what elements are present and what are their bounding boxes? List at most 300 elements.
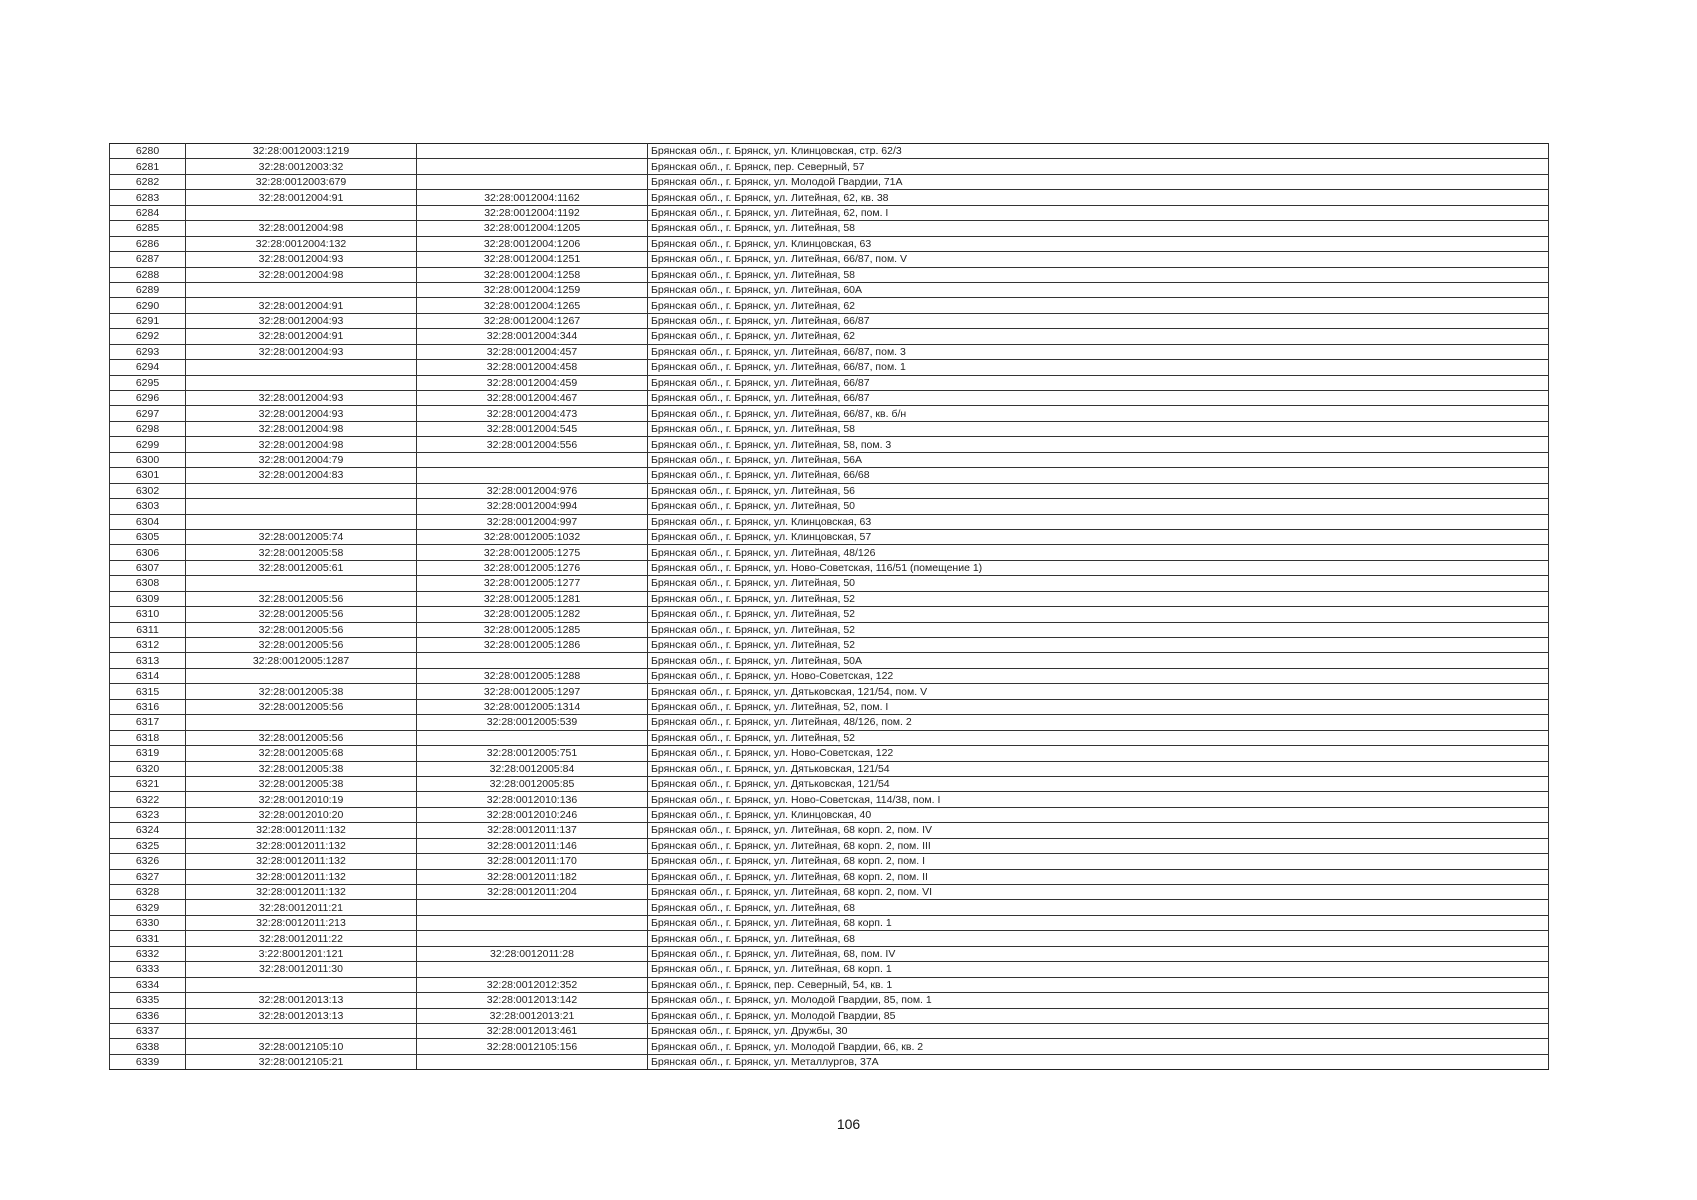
row-number-cell: 6296 bbox=[110, 391, 186, 406]
address-cell: Брянская обл., г. Брянск, ул. Литейная, 58, пом. 3 bbox=[648, 437, 1549, 452]
land-cadastral-number-cell bbox=[186, 375, 417, 390]
land-cadastral-number-cell: 32:28:0012004:91 bbox=[186, 298, 417, 313]
row-number-cell: 6287 bbox=[110, 252, 186, 267]
object-cadastral-number-cell: 32:28:0012004:1258 bbox=[417, 267, 648, 282]
address-cell: Брянская обл., г. Брянск, ул. Литейная, 52 bbox=[648, 730, 1549, 745]
row-number-cell: 6280 bbox=[110, 144, 186, 159]
land-cadastral-number-cell: 32:28:0012003:32 bbox=[186, 159, 417, 174]
object-cadastral-number-cell: 32:28:0012005:85 bbox=[417, 776, 648, 791]
table-row bbox=[110, 144, 1549, 159]
land-cadastral-number-cell bbox=[186, 977, 417, 992]
address-cell: Брянская обл., г. Брянск, ул. Литейная, 68 корп. 2, пом. VI bbox=[648, 885, 1549, 900]
object-cadastral-number-cell: 32:28:0012005:1314 bbox=[417, 699, 648, 714]
land-cadastral-number-cell: 32:28:0012011:132 bbox=[186, 823, 417, 838]
object-cadastral-number-cell: 32:28:0012004:976 bbox=[417, 483, 648, 498]
row-number-cell: 6314 bbox=[110, 668, 186, 683]
page-number: 106 bbox=[836, 1116, 861, 1132]
object-cadastral-number-cell: 32:28:0012011:204 bbox=[417, 885, 648, 900]
row-number-cell: 6336 bbox=[110, 1008, 186, 1023]
object-cadastral-number-cell bbox=[417, 900, 648, 915]
table-row bbox=[110, 653, 1549, 668]
address-cell: Брянская обл., г. Брянск, ул. Литейная, 62, пом. I bbox=[648, 205, 1549, 220]
address-cell: Брянская обл., г. Брянск, ул. Литейная, 48/126, пом. 2 bbox=[648, 715, 1549, 730]
address-cell: Брянская обл., г. Брянск, ул. Литейная, 62 bbox=[648, 329, 1549, 344]
row-number-cell: 6309 bbox=[110, 591, 186, 606]
object-cadastral-number-cell: 32:28:0012004:1265 bbox=[417, 298, 648, 313]
row-number-cell: 6308 bbox=[110, 576, 186, 591]
object-cadastral-number-cell bbox=[417, 468, 648, 483]
row-number-cell: 6338 bbox=[110, 1039, 186, 1054]
table-row bbox=[110, 776, 1549, 791]
land-cadastral-number-cell: 32:28:0012004:93 bbox=[186, 344, 417, 359]
table-row bbox=[110, 1008, 1549, 1023]
object-cadastral-number-cell: 32:28:0012012:352 bbox=[417, 977, 648, 992]
object-cadastral-number-cell: 32:28:0012005:84 bbox=[417, 761, 648, 776]
address-cell: Брянская обл., г. Брянск, ул. Ново-Советская, 122 bbox=[648, 668, 1549, 683]
address-cell: Брянская обл., г. Брянск, ул. Клинцовская, 40 bbox=[648, 807, 1549, 822]
object-cadastral-number-cell: 32:28:0012005:1297 bbox=[417, 684, 648, 699]
land-cadastral-number-cell: 32:28:0012005:68 bbox=[186, 746, 417, 761]
address-cell: Брянская обл., г. Брянск, ул. Литейная, 66/87, кв. б/н bbox=[648, 406, 1549, 421]
table-row bbox=[110, 622, 1549, 637]
table-row bbox=[110, 529, 1549, 544]
address-cell: Брянская обл., г. Брянск, ул. Литейная, 62, кв. 38 bbox=[648, 190, 1549, 205]
land-cadastral-number-cell: 32:28:0012005:56 bbox=[186, 730, 417, 745]
address-cell: Брянская обл., г. Брянск, ул. Литейная, 66/87 bbox=[648, 313, 1549, 328]
table-row bbox=[110, 591, 1549, 606]
land-cadastral-number-cell: 32:28:0012004:83 bbox=[186, 468, 417, 483]
row-number-cell: 6332 bbox=[110, 946, 186, 961]
land-cadastral-number-cell: 32:28:0012005:56 bbox=[186, 591, 417, 606]
row-number-cell: 6297 bbox=[110, 406, 186, 421]
land-cadastral-number-cell bbox=[186, 483, 417, 498]
row-number-cell: 6294 bbox=[110, 360, 186, 375]
table-row bbox=[110, 190, 1549, 205]
object-cadastral-number-cell: 32:28:0012004:1206 bbox=[417, 236, 648, 251]
table-row bbox=[110, 282, 1549, 297]
row-number-cell: 6315 bbox=[110, 684, 186, 699]
row-number-cell: 6319 bbox=[110, 746, 186, 761]
object-cadastral-number-cell: 32:28:0012004:458 bbox=[417, 360, 648, 375]
table-row bbox=[110, 499, 1549, 514]
address-cell: Брянская обл., г. Брянск, ул. Литейная, 66/87 bbox=[648, 375, 1549, 390]
row-number-cell: 6282 bbox=[110, 174, 186, 189]
address-cell: Брянская обл., г. Брянск, ул. Литейная, 66/87, пом. V bbox=[648, 252, 1549, 267]
object-cadastral-number-cell: 32:28:0012011:28 bbox=[417, 946, 648, 961]
object-cadastral-number-cell bbox=[417, 915, 648, 930]
land-cadastral-number-cell: 32:28:0012004:79 bbox=[186, 452, 417, 467]
address-cell: Брянская обл., г. Брянск, ул. Литейная, 52 bbox=[648, 622, 1549, 637]
table-row bbox=[110, 236, 1549, 251]
address-cell: Брянская обл., г. Брянск, ул. Литейная, 50 bbox=[648, 499, 1549, 514]
table-row bbox=[110, 638, 1549, 653]
row-number-cell: 6295 bbox=[110, 375, 186, 390]
land-cadastral-number-cell: 32:28:0012005:58 bbox=[186, 545, 417, 560]
address-cell: Брянская обл., г. Брянск, ул. Литейная, 66/87, пом. 1 bbox=[648, 360, 1549, 375]
object-cadastral-number-cell bbox=[417, 144, 648, 159]
table-row bbox=[110, 977, 1549, 992]
object-cadastral-number-cell: 32:28:0012005:751 bbox=[417, 746, 648, 761]
table-row bbox=[110, 993, 1549, 1008]
row-number-cell: 6316 bbox=[110, 699, 186, 714]
address-cell: Брянская обл., г. Брянск, ул. Дятьковская, 121/54, пом. V bbox=[648, 684, 1549, 699]
object-cadastral-number-cell: 32:28:0012011:170 bbox=[417, 854, 648, 869]
table-row bbox=[110, 483, 1549, 498]
address-cell: Брянская обл., г. Брянск, ул. Литейная, 68 bbox=[648, 900, 1549, 915]
table-row bbox=[110, 684, 1549, 699]
row-number-cell: 6311 bbox=[110, 622, 186, 637]
land-cadastral-number-cell bbox=[186, 360, 417, 375]
row-number-cell: 6320 bbox=[110, 761, 186, 776]
land-cadastral-number-cell: 3:22:8001201:121 bbox=[186, 946, 417, 961]
object-cadastral-number-cell: 32:28:0012010:246 bbox=[417, 807, 648, 822]
address-cell: Брянская обл., г. Брянск, ул. Дружбы, 30 bbox=[648, 1023, 1549, 1038]
table-row bbox=[110, 900, 1549, 915]
object-cadastral-number-cell: 32:28:0012004:1267 bbox=[417, 313, 648, 328]
address-cell: Брянская обл., г. Брянск, пер. Северный, 54, кв. 1 bbox=[648, 977, 1549, 992]
row-number-cell: 6337 bbox=[110, 1023, 186, 1038]
object-cadastral-number-cell: 32:28:0012004:556 bbox=[417, 437, 648, 452]
land-cadastral-number-cell: 32:28:0012010:19 bbox=[186, 792, 417, 807]
table-row bbox=[110, 854, 1549, 869]
table-row bbox=[110, 1039, 1549, 1054]
object-cadastral-number-cell: 32:28:0012005:1277 bbox=[417, 576, 648, 591]
row-number-cell: 6305 bbox=[110, 529, 186, 544]
table-row bbox=[110, 344, 1549, 359]
land-cadastral-number-cell: 32:28:0012004:98 bbox=[186, 421, 417, 436]
table-row bbox=[110, 946, 1549, 961]
address-cell: Брянская обл., г. Брянск, ул. Литейная, 56А bbox=[648, 452, 1549, 467]
row-number-cell: 6307 bbox=[110, 560, 186, 575]
land-cadastral-number-cell: 32:28:0012011:132 bbox=[186, 854, 417, 869]
table-row bbox=[110, 560, 1549, 575]
object-cadastral-number-cell: 32:28:0012005:539 bbox=[417, 715, 648, 730]
table-row bbox=[110, 421, 1549, 436]
row-number-cell: 6313 bbox=[110, 653, 186, 668]
land-cadastral-number-cell: 32:28:0012004:91 bbox=[186, 190, 417, 205]
object-cadastral-number-cell: 32:28:0012105:156 bbox=[417, 1039, 648, 1054]
object-cadastral-number-cell: 32:28:0012004:545 bbox=[417, 421, 648, 436]
row-number-cell: 6306 bbox=[110, 545, 186, 560]
address-cell: Брянская обл., г. Брянск, ул. Литейная, 58 bbox=[648, 221, 1549, 236]
land-cadastral-number-cell bbox=[186, 282, 417, 297]
address-cell: Брянская обл., г. Брянск, ул. Литейная, 56 bbox=[648, 483, 1549, 498]
object-cadastral-number-cell: 32:28:0012004:473 bbox=[417, 406, 648, 421]
table-row bbox=[110, 807, 1549, 822]
table-row bbox=[110, 761, 1549, 776]
row-number-cell: 6324 bbox=[110, 823, 186, 838]
land-cadastral-number-cell: 32:28:0012005:61 bbox=[186, 560, 417, 575]
land-cadastral-number-cell: 32:28:0012004:93 bbox=[186, 391, 417, 406]
table-row bbox=[110, 668, 1549, 683]
row-number-cell: 6318 bbox=[110, 730, 186, 745]
land-cadastral-number-cell: 32:28:0012011:132 bbox=[186, 885, 417, 900]
object-cadastral-number-cell: 32:28:0012005:1286 bbox=[417, 638, 648, 653]
table-row bbox=[110, 962, 1549, 977]
address-cell: Брянская обл., г. Брянск, ул. Литейная, 60А bbox=[648, 282, 1549, 297]
address-cell: Брянская обл., г. Брянск, ул. Литейная, 68 корп. 1 bbox=[648, 915, 1549, 930]
object-cadastral-number-cell bbox=[417, 1054, 648, 1069]
address-cell: Брянская обл., г. Брянск, ул. Клинцовская, 63 bbox=[648, 236, 1549, 251]
address-cell: Брянская обл., г. Брянск, ул. Литейная, 68 корп. 2, пом. II bbox=[648, 869, 1549, 884]
table-row bbox=[110, 607, 1549, 622]
row-number-cell: 6330 bbox=[110, 915, 186, 930]
object-cadastral-number-cell: 32:28:0012010:136 bbox=[417, 792, 648, 807]
address-cell: Брянская обл., г. Брянск, ул. Дятьковская, 121/54 bbox=[648, 776, 1549, 791]
land-cadastral-number-cell: 32:28:0012005:74 bbox=[186, 529, 417, 544]
object-cadastral-number-cell bbox=[417, 962, 648, 977]
table-row bbox=[110, 885, 1549, 900]
row-number-cell: 6298 bbox=[110, 421, 186, 436]
object-cadastral-number-cell bbox=[417, 452, 648, 467]
address-cell: Брянская обл., г. Брянск, ул. Литейная, 58 bbox=[648, 421, 1549, 436]
row-number-cell: 6323 bbox=[110, 807, 186, 822]
row-number-cell: 6302 bbox=[110, 483, 186, 498]
object-cadastral-number-cell bbox=[417, 730, 648, 745]
land-cadastral-number-cell: 32:28:0012004:98 bbox=[186, 267, 417, 282]
land-cadastral-number-cell: 32:28:0012105:21 bbox=[186, 1054, 417, 1069]
land-cadastral-number-cell bbox=[186, 205, 417, 220]
land-cadastral-number-cell: 32:28:0012005:56 bbox=[186, 607, 417, 622]
object-cadastral-number-cell: 32:28:0012004:1259 bbox=[417, 282, 648, 297]
row-number-cell: 6327 bbox=[110, 869, 186, 884]
row-number-cell: 6303 bbox=[110, 499, 186, 514]
row-number-cell: 6283 bbox=[110, 190, 186, 205]
row-number-cell: 6312 bbox=[110, 638, 186, 653]
row-number-cell: 6284 bbox=[110, 205, 186, 220]
table-row bbox=[110, 715, 1549, 730]
register-table-body bbox=[110, 144, 1549, 1070]
address-cell: Брянская обл., г. Брянск, ул. Литейная, 52 bbox=[648, 607, 1549, 622]
address-cell: Брянская обл., г. Брянск, ул. Клинцовская, стр. 62/3 bbox=[648, 144, 1549, 159]
table-row bbox=[110, 746, 1549, 761]
row-number-cell: 6329 bbox=[110, 900, 186, 915]
land-cadastral-number-cell: 32:28:0012010:20 bbox=[186, 807, 417, 822]
object-cadastral-number-cell: 32:28:0012005:1282 bbox=[417, 607, 648, 622]
table-row bbox=[110, 699, 1549, 714]
address-cell: Брянская обл., г. Брянск, пер. Северный, 57 bbox=[648, 159, 1549, 174]
object-cadastral-number-cell: 32:28:0012004:1162 bbox=[417, 190, 648, 205]
row-number-cell: 6291 bbox=[110, 313, 186, 328]
row-number-cell: 6293 bbox=[110, 344, 186, 359]
address-cell: Брянская обл., г. Брянск, ул. Молодой Гвардии, 85 bbox=[648, 1008, 1549, 1023]
row-number-cell: 6290 bbox=[110, 298, 186, 313]
row-number-cell: 6310 bbox=[110, 607, 186, 622]
object-cadastral-number-cell: 32:28:0012004:994 bbox=[417, 499, 648, 514]
address-cell: Брянская обл., г. Брянск, ул. Клинцовская, 57 bbox=[648, 529, 1549, 544]
object-cadastral-number-cell: 32:28:0012005:1276 bbox=[417, 560, 648, 575]
table-row bbox=[110, 931, 1549, 946]
table-row bbox=[110, 174, 1549, 189]
row-number-cell: 6285 bbox=[110, 221, 186, 236]
table-row bbox=[110, 514, 1549, 529]
address-cell: Брянская обл., г. Брянск, ул. Литейная, 52 bbox=[648, 638, 1549, 653]
row-number-cell: 6292 bbox=[110, 329, 186, 344]
row-number-cell: 6335 bbox=[110, 993, 186, 1008]
address-cell: Брянская обл., г. Брянск, ул. Литейная, 68 корп. 1 bbox=[648, 962, 1549, 977]
address-cell: Брянская обл., г. Брянск, ул. Литейная, 68 корп. 2, пом. I bbox=[648, 854, 1549, 869]
table-row bbox=[110, 869, 1549, 884]
land-cadastral-number-cell: 32:28:0012011:22 bbox=[186, 931, 417, 946]
table-row bbox=[110, 576, 1549, 591]
land-cadastral-number-cell: 32:28:0012003:1219 bbox=[186, 144, 417, 159]
object-cadastral-number-cell: 32:28:0012004:997 bbox=[417, 514, 648, 529]
address-cell: Брянская обл., г. Брянск, ул. Клинцовская, 63 bbox=[648, 514, 1549, 529]
land-cadastral-number-cell bbox=[186, 514, 417, 529]
table-row bbox=[110, 391, 1549, 406]
table-row bbox=[110, 221, 1549, 236]
row-number-cell: 6326 bbox=[110, 854, 186, 869]
land-cadastral-number-cell: 32:28:0012011:132 bbox=[186, 869, 417, 884]
object-cadastral-number-cell: 32:28:0012004:457 bbox=[417, 344, 648, 359]
address-cell: Брянская обл., г. Брянск, ул. Литейная, 52 bbox=[648, 591, 1549, 606]
address-cell: Брянская обл., г. Брянск, ул. Молодой Гвардии, 66, кв. 2 bbox=[648, 1039, 1549, 1054]
table-row bbox=[110, 792, 1549, 807]
row-number-cell: 6339 bbox=[110, 1054, 186, 1069]
object-cadastral-number-cell: 32:28:0012005:1288 bbox=[417, 668, 648, 683]
row-number-cell: 6299 bbox=[110, 437, 186, 452]
row-number-cell: 6300 bbox=[110, 452, 186, 467]
land-cadastral-number-cell: 32:28:0012013:13 bbox=[186, 1008, 417, 1023]
land-cadastral-number-cell: 32:28:0012005:1287 bbox=[186, 653, 417, 668]
object-cadastral-number-cell bbox=[417, 174, 648, 189]
land-cadastral-number-cell: 32:28:0012011:21 bbox=[186, 900, 417, 915]
address-cell: Брянская обл., г. Брянск, ул. Литейная, 68 корп. 2, пом. III bbox=[648, 838, 1549, 853]
object-cadastral-number-cell: 32:28:0012013:21 bbox=[417, 1008, 648, 1023]
address-cell: Брянская обл., г. Брянск, ул. Литейная, 66/68 bbox=[648, 468, 1549, 483]
table-row bbox=[110, 159, 1549, 174]
land-cadastral-number-cell: 32:28:0012011:132 bbox=[186, 838, 417, 853]
address-cell: Брянская обл., г. Брянск, ул. Литейная, 50А bbox=[648, 653, 1549, 668]
object-cadastral-number-cell: 32:28:0012011:182 bbox=[417, 869, 648, 884]
address-cell: Брянская обл., г. Брянск, ул. Литейная, 68 корп. 2, пом. IV bbox=[648, 823, 1549, 838]
land-cadastral-number-cell: 32:28:0012011:213 bbox=[186, 915, 417, 930]
land-cadastral-number-cell: 32:28:0012003:679 bbox=[186, 174, 417, 189]
object-cadastral-number-cell: 32:28:0012004:344 bbox=[417, 329, 648, 344]
table-row bbox=[110, 730, 1549, 745]
register-table bbox=[109, 143, 1549, 1070]
object-cadastral-number-cell: 32:28:0012004:1192 bbox=[417, 205, 648, 220]
land-cadastral-number-cell: 32:28:0012005:38 bbox=[186, 776, 417, 791]
object-cadastral-number-cell: 32:28:0012005:1281 bbox=[417, 591, 648, 606]
address-cell: Брянская обл., г. Брянск, ул. Литейная, 66/87, пом. 3 bbox=[648, 344, 1549, 359]
table-row bbox=[110, 838, 1549, 853]
object-cadastral-number-cell: 32:28:0012004:1205 bbox=[417, 221, 648, 236]
table-row bbox=[110, 252, 1549, 267]
object-cadastral-number-cell: 32:28:0012004:467 bbox=[417, 391, 648, 406]
object-cadastral-number-cell: 32:28:0012011:137 bbox=[417, 823, 648, 838]
land-cadastral-number-cell: 32:28:0012005:56 bbox=[186, 638, 417, 653]
table-row bbox=[110, 329, 1549, 344]
row-number-cell: 6281 bbox=[110, 159, 186, 174]
table-row bbox=[110, 375, 1549, 390]
land-cadastral-number-cell: 32:28:0012004:93 bbox=[186, 252, 417, 267]
address-cell: Брянская обл., г. Брянск, ул. Литейная, 62 bbox=[648, 298, 1549, 313]
land-cadastral-number-cell: 32:28:0012004:132 bbox=[186, 236, 417, 251]
row-number-cell: 6304 bbox=[110, 514, 186, 529]
land-cadastral-number-cell: 32:28:0012004:91 bbox=[186, 329, 417, 344]
address-cell: Брянская обл., г. Брянск, ул. Литейная, 50 bbox=[648, 576, 1549, 591]
row-number-cell: 6322 bbox=[110, 792, 186, 807]
table-row bbox=[110, 1023, 1549, 1038]
land-cadastral-number-cell: 32:28:0012005:56 bbox=[186, 699, 417, 714]
address-cell: Брянская обл., г. Брянск, ул. Литейная, 66/87 bbox=[648, 391, 1549, 406]
table-row bbox=[110, 313, 1549, 328]
object-cadastral-number-cell: 32:28:0012004:1251 bbox=[417, 252, 648, 267]
table-row bbox=[110, 406, 1549, 421]
row-number-cell: 6328 bbox=[110, 885, 186, 900]
land-cadastral-number-cell: 32:28:0012005:56 bbox=[186, 622, 417, 637]
address-cell: Брянская обл., г. Брянск, ул. Литейная, 58 bbox=[648, 267, 1549, 282]
land-cadastral-number-cell bbox=[186, 1023, 417, 1038]
row-number-cell: 6321 bbox=[110, 776, 186, 791]
table-row bbox=[110, 205, 1549, 220]
land-cadastral-number-cell: 32:28:0012004:98 bbox=[186, 437, 417, 452]
object-cadastral-number-cell bbox=[417, 653, 648, 668]
address-cell: Брянская обл., г. Брянск, ул. Литейная, 68 bbox=[648, 931, 1549, 946]
object-cadastral-number-cell: 32:28:0012013:461 bbox=[417, 1023, 648, 1038]
row-number-cell: 6317 bbox=[110, 715, 186, 730]
address-cell: Брянская обл., г. Брянск, ул. Литейная, 48/126 bbox=[648, 545, 1549, 560]
land-cadastral-number-cell: 32:28:0012005:38 bbox=[186, 761, 417, 776]
row-number-cell: 6325 bbox=[110, 838, 186, 853]
table-row bbox=[110, 1054, 1549, 1069]
land-cadastral-number-cell bbox=[186, 576, 417, 591]
land-cadastral-number-cell bbox=[186, 668, 417, 683]
object-cadastral-number-cell: 32:28:0012011:146 bbox=[417, 838, 648, 853]
table-row bbox=[110, 267, 1549, 282]
land-cadastral-number-cell: 32:28:0012105:10 bbox=[186, 1039, 417, 1054]
object-cadastral-number-cell: 32:28:0012005:1275 bbox=[417, 545, 648, 560]
address-cell: Брянская обл., г. Брянск, ул. Литейная, 52, пом. I bbox=[648, 699, 1549, 714]
row-number-cell: 6288 bbox=[110, 267, 186, 282]
object-cadastral-number-cell bbox=[417, 159, 648, 174]
object-cadastral-number-cell: 32:28:0012013:142 bbox=[417, 993, 648, 1008]
land-cadastral-number-cell: 32:28:0012013:13 bbox=[186, 993, 417, 1008]
land-cadastral-number-cell: 32:28:0012011:30 bbox=[186, 962, 417, 977]
row-number-cell: 6301 bbox=[110, 468, 186, 483]
object-cadastral-number-cell bbox=[417, 931, 648, 946]
row-number-cell: 6286 bbox=[110, 236, 186, 251]
address-cell: Брянская обл., г. Брянск, ул. Молодой Гвардии, 85, пом. 1 bbox=[648, 993, 1549, 1008]
object-cadastral-number-cell: 32:28:0012005:1032 bbox=[417, 529, 648, 544]
land-cadastral-number-cell: 32:28:0012004:98 bbox=[186, 221, 417, 236]
land-cadastral-number-cell: 32:28:0012004:93 bbox=[186, 313, 417, 328]
land-cadastral-number-cell: 32:28:0012005:38 bbox=[186, 684, 417, 699]
table-row bbox=[110, 545, 1549, 560]
object-cadastral-number-cell: 32:28:0012004:459 bbox=[417, 375, 648, 390]
table-row bbox=[110, 468, 1549, 483]
address-cell: Брянская обл., г. Брянск, ул. Ново-Советская, 114/38, пом. I bbox=[648, 792, 1549, 807]
object-cadastral-number-cell: 32:28:0012005:1285 bbox=[417, 622, 648, 637]
table-row bbox=[110, 915, 1549, 930]
table-row bbox=[110, 823, 1549, 838]
address-cell: Брянская обл., г. Брянск, ул. Молодой Гвардии, 71А bbox=[648, 174, 1549, 189]
address-cell: Брянская обл., г. Брянск, ул. Литейная, 68, пом. IV bbox=[648, 946, 1549, 961]
address-cell: Брянская обл., г. Брянск, ул. Ново-Советская, 116/51 (помещение 1) bbox=[648, 560, 1549, 575]
row-number-cell: 6334 bbox=[110, 977, 186, 992]
address-cell: Брянская обл., г. Брянск, ул. Ново-Советская, 122 bbox=[648, 746, 1549, 761]
address-cell: Брянская обл., г. Брянск, ул. Дятьковская, 121/54 bbox=[648, 761, 1549, 776]
table-row bbox=[110, 452, 1549, 467]
row-number-cell: 6333 bbox=[110, 962, 186, 977]
land-cadastral-number-cell bbox=[186, 499, 417, 514]
row-number-cell: 6289 bbox=[110, 282, 186, 297]
land-cadastral-number-cell bbox=[186, 715, 417, 730]
table-row bbox=[110, 298, 1549, 313]
row-number-cell: 6331 bbox=[110, 931, 186, 946]
table-row bbox=[110, 437, 1549, 452]
